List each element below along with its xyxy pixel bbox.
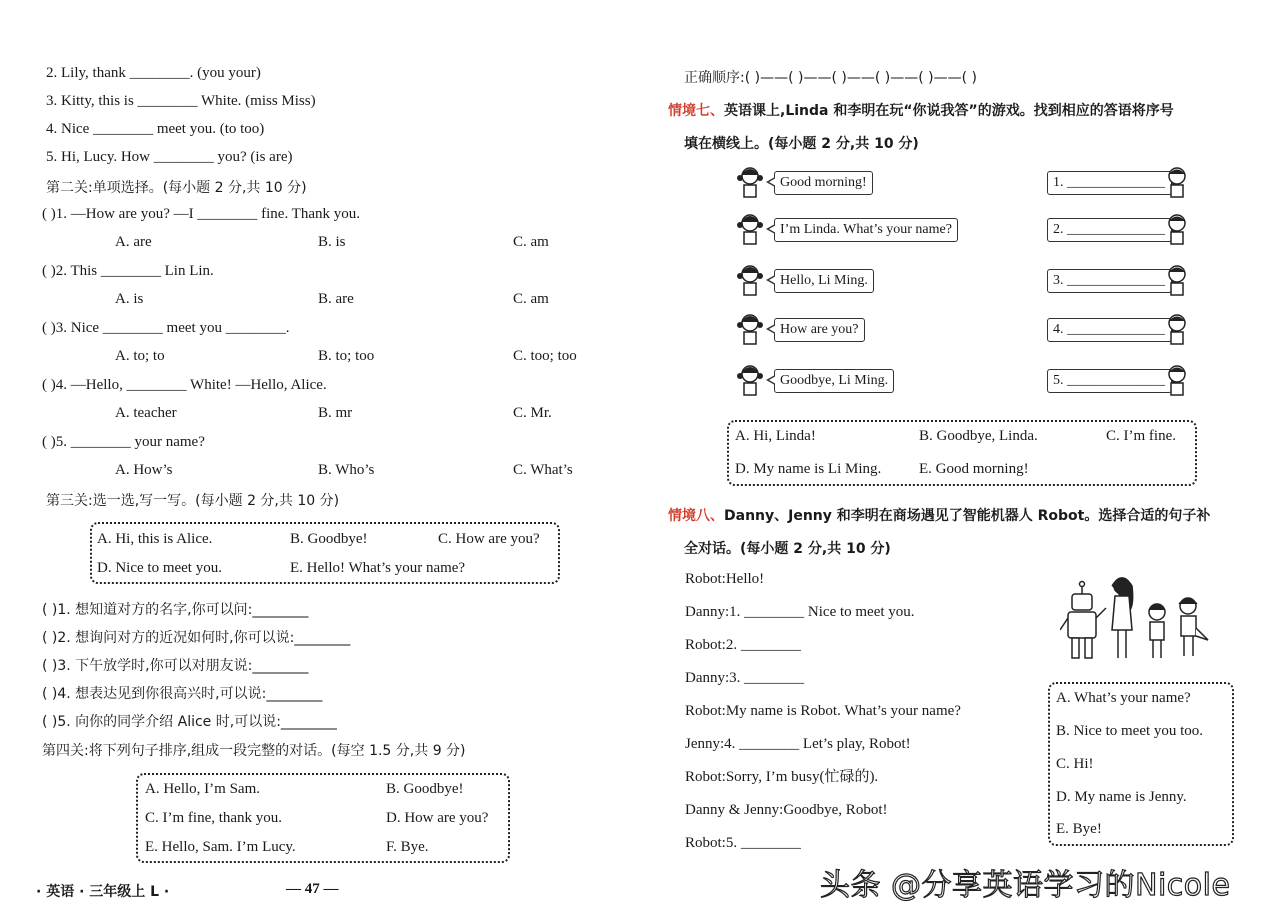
box-option: C. I’m fine.: [1106, 428, 1176, 444]
boy-icon: [1164, 165, 1190, 199]
scenario-text: 英语课上,Linda 和李明在玩“你说我答”的游戏。找到相应的答语将序号: [724, 103, 1174, 119]
mc-option: B. is: [318, 234, 346, 250]
dialog-line: Danny:1. ________ Nice to meet you.: [685, 604, 915, 620]
boy-icon: [1164, 363, 1190, 397]
box-option: C. Hi!: [1056, 756, 1094, 772]
scenario-text-cont: 填在横线上。(每小题 2 分,共 10 分): [684, 136, 919, 152]
answer-box: 5. ______________: [1047, 369, 1172, 393]
girl-icon: [735, 312, 765, 346]
situation-item: ( )4. 想表达见到你很高兴时,可以说:________: [42, 686, 323, 702]
scenario-text: Danny、Jenny 和李明在商场遇见了智能机器人 Robot。选择合适的句子补: [724, 508, 1211, 524]
fill-item: 4. Nice ________ meet you. (to too): [46, 121, 265, 137]
box-option: C. How are you?: [438, 531, 540, 547]
boy-icon: [1164, 212, 1190, 246]
girl-icon: [735, 263, 765, 297]
answer-box: 2. ______________: [1047, 218, 1172, 242]
mc-option: B. Who’s: [318, 462, 375, 478]
boy-icon: [1164, 263, 1190, 297]
mc-question: ( )4. —Hello, ________ White! —Hello, Alice.: [42, 377, 327, 393]
dialog-line: Jenny:4. ________ Let’s play, Robot!: [685, 736, 911, 752]
mc-option: C. What’s: [513, 462, 573, 478]
mc-option: B. are: [318, 291, 354, 307]
box-option: B. Nice to meet you too.: [1056, 723, 1204, 739]
box-option: E. Hello! What’s your name?: [290, 560, 466, 576]
box-option: B. Goodbye!: [290, 531, 368, 547]
page-number: — 47 —: [286, 881, 339, 897]
mc-question: ( )2. This ________ Lin Lin.: [42, 263, 214, 279]
watermark: 头条 @分享英语学习的Nicole: [820, 868, 1231, 903]
scenario-8-heading: [668, 505, 1210, 525]
mc-option: C. am: [513, 234, 549, 250]
situation-item: ( )5. 向你的同学介绍 Alice 时,可以说:________: [42, 714, 337, 730]
box-option: D. How are you?: [386, 810, 489, 826]
answer-box: 4. ______________: [1047, 318, 1172, 342]
mc-option: A. are: [115, 234, 152, 250]
mc-option: A. How’s: [115, 462, 173, 478]
dialog-line: Robot:2. ________: [685, 637, 801, 653]
box-option: A. What’s your name?: [1056, 690, 1191, 706]
dialog-line: Danny & Jenny:Goodbye, Robot!: [685, 802, 888, 818]
box-option: D. Nice to meet you.: [97, 560, 222, 576]
box-option: D. My name is Jenny.: [1056, 789, 1187, 805]
mc-option: C. Mr.: [513, 405, 552, 421]
mc-option: C. too; too: [513, 348, 577, 364]
box-option: A. Hi, this is Alice.: [97, 531, 213, 547]
speech-bubble: Hello, Li Ming.: [774, 269, 874, 293]
box-option: B. Goodbye!: [386, 781, 464, 797]
boy-icon: [1164, 312, 1190, 346]
situation-item: ( )1. 想知道对方的名字,你可以问:________: [42, 602, 309, 618]
scenario-7-heading: [668, 100, 1174, 120]
mc-question: ( )1. —How are you? —I ________ fine. Thank you.: [42, 206, 360, 222]
box-option: A. Hi, Linda!: [735, 428, 816, 444]
situation-item: ( )2. 想询问对方的近况如何时,你可以说:________: [42, 630, 351, 646]
dialog-line: Danny:3. ________: [685, 670, 805, 686]
dialog-line: Robot:My name is Robot. What’s your name?: [685, 703, 961, 719]
section-title: 第四关:将下列句子排序,组成一段完整的对话。(每空 1.5 分,共 9 分): [42, 743, 466, 759]
dialog-line: Robot:Sorry, I’m busy(忙碌的).: [685, 769, 879, 785]
mc-question: ( )5. ________ your name?: [42, 434, 205, 450]
speech-bubble: How are you?: [774, 318, 865, 342]
mc-option: A. teacher: [115, 405, 177, 421]
scenario-text-cont: 全对话。(每小题 2 分,共 10 分): [684, 541, 891, 557]
box-option: E. Bye!: [1056, 821, 1102, 837]
girl-icon: [735, 165, 765, 199]
fill-item: 5. Hi, Lucy. How ________ you? (is are): [46, 149, 293, 165]
mc-option: B. to; too: [318, 348, 375, 364]
box-option: F. Bye.: [386, 839, 429, 855]
answer-box: 1. ______________: [1047, 171, 1172, 195]
mc-option: B. mr: [318, 405, 353, 421]
mc-option: A. to; to: [115, 348, 165, 364]
box-option: E. Good morning!: [919, 461, 1029, 477]
section-title: 第二关:单项选择。(每小题 2 分,共 10 分): [46, 180, 307, 196]
situation-item: ( )3. 下午放学时,你可以对朋友说:________: [42, 658, 309, 674]
mc-option: A. is: [115, 291, 144, 307]
footer-subject: · 英语 · 三年级上 L ·: [36, 884, 170, 900]
box-option: D. My name is Li Ming.: [735, 461, 882, 477]
speech-bubble: Goodbye, Li Ming.: [774, 369, 894, 393]
box-option: B. Goodbye, Linda.: [919, 428, 1038, 444]
fill-item: 3. Kitty, this is ________ White. (miss Miss): [46, 93, 316, 109]
dialog-line: Robot:5. ________: [685, 835, 801, 851]
scenario-label: 情境七、: [668, 103, 724, 119]
robot-children-illustration: [1060, 574, 1210, 664]
box-option: E. Hello, Sam. I’m Lucy.: [145, 839, 296, 855]
fill-item: 2. Lily, thank ________. (you your): [46, 65, 261, 81]
box-option: A. Hello, I’m Sam.: [145, 781, 260, 797]
section-title: 第三关:选一选,写一写。(每小题 2 分,共 10 分): [46, 493, 340, 509]
order-line: 正确顺序:( )——( )——( )——( )——( )——( ): [684, 70, 977, 86]
mc-option: C. am: [513, 291, 549, 307]
box-option: C. I’m fine, thank you.: [145, 810, 283, 826]
dialog-line: Robot:Hello!: [685, 571, 765, 587]
mc-question: ( )3. Nice ________ meet you ________.: [42, 320, 290, 336]
speech-bubble: Good morning!: [774, 171, 873, 195]
scenario-label: 情境八、: [668, 508, 724, 524]
girl-icon: [735, 363, 765, 397]
speech-bubble: I’m Linda. What’s your name?: [774, 218, 958, 242]
girl-icon: [735, 212, 765, 246]
answer-box: 3. ______________: [1047, 269, 1172, 293]
